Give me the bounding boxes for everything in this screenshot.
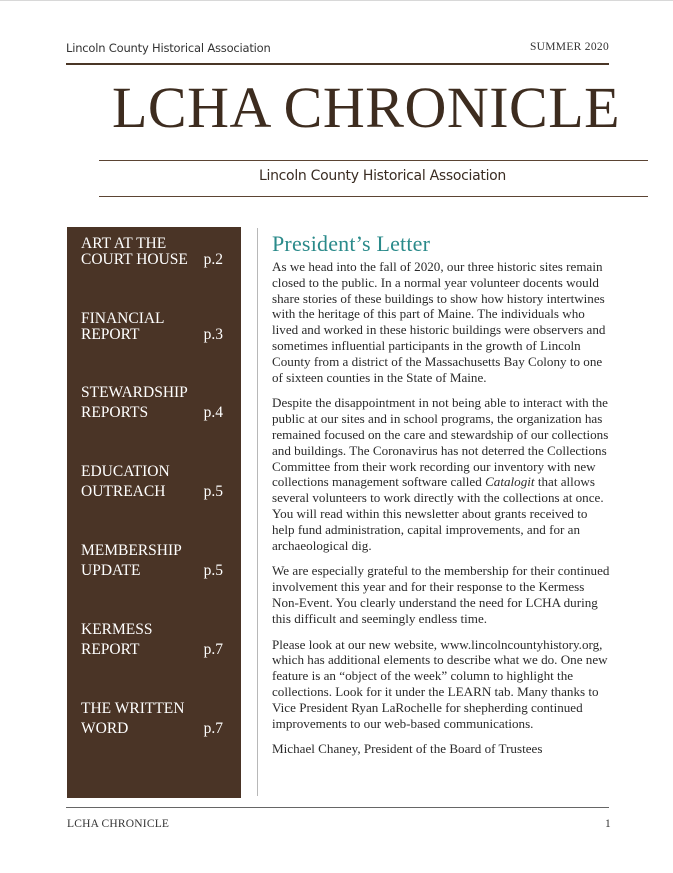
letter-body	[272, 259, 610, 767]
header-org-name: Lincoln County Historical Association	[66, 41, 271, 55]
letter-paragraph-2	[272, 395, 610, 553]
toc-line: ART AT THE	[81, 235, 167, 252]
toc-item-written-word[interactable]	[81, 701, 223, 737]
toc-item-stewardship[interactable]	[81, 385, 223, 421]
toc-line: STEWARDSHIP	[81, 384, 188, 401]
toc-line: REPORTS	[81, 404, 149, 421]
toc-line: MEMBERSHIP	[81, 542, 182, 559]
letter-signature: Michael Chaney, President of the Board of Trustees	[272, 741, 543, 757]
subtitle-rule	[99, 196, 648, 197]
letter-paragraph-4: Please look at our new website, www.lincolncountyhistory.org, which has additional elements to describe what we do. One new feature is an “object of the week” column to highlight the collections. Look for it under the LEARN tab. Many thanks to Vice President Ryan LaRochelle for shepherding continued improvements to our web-based communications.	[272, 636, 608, 731]
toc-line: THE WRITTEN	[81, 700, 185, 717]
toc-page: p.2	[203, 251, 223, 268]
toc-item-financial[interactable]	[81, 311, 223, 343]
toc-line: OUTREACH	[81, 483, 166, 500]
letter-paragraph-1: As we head into the fall of 2020, our three historic sites remain closed to the public. In a normal year volunteer docents would share stories of these buildings to show how history intertwines with the heritage of this part of Maine. The individuals who lived and worked in these historic buildings were observers and sometimes influential participants in the growth of Lincoln County from a district of the Massachusetts Bay Colony to one of sixteen counties in the State of Maine.	[272, 259, 606, 385]
page-top-border	[0, 0, 673, 1]
header-rule	[66, 63, 609, 65]
footer-title: LCHA CHRONICLE	[67, 818, 170, 830]
toc-line: WORD	[81, 720, 129, 737]
toc-line: COURT HOUSE	[81, 251, 188, 268]
toc-item-kermess[interactable]	[81, 622, 223, 658]
toc-line: EDUCATION	[81, 463, 170, 480]
footer-rule	[66, 807, 609, 808]
letter-heading: President’s Letter	[272, 231, 431, 256]
letter-text: that allows several volunteers to work directly with the collections at once. You will read within this newsletter about grants received to help fund administration, capital improvements, and for an archaeological dig.	[272, 474, 604, 553]
toc-line: REPORT	[81, 326, 140, 343]
masthead-rule	[99, 160, 648, 161]
toc-page: p.3	[203, 326, 223, 343]
toc-page: p.7	[203, 641, 223, 658]
toc-line: REPORT	[81, 641, 140, 658]
toc-page: p.4	[203, 404, 223, 421]
software-name: Catalogit	[485, 474, 535, 490]
masthead-title: LCHA CHRONICLE	[112, 75, 621, 140]
toc-item-membership[interactable]	[81, 543, 223, 579]
toc-line: UPDATE	[81, 562, 141, 579]
masthead-subtitle: Lincoln County Historical Association	[259, 168, 506, 184]
header-issue: SUMMER 2020	[529, 41, 609, 53]
toc-page: p.7	[203, 720, 223, 737]
toc-page: p.5	[203, 483, 223, 500]
toc-line: FINANCIAL	[81, 310, 165, 327]
table-of-contents	[67, 227, 241, 798]
toc-item-education[interactable]	[81, 464, 223, 500]
letter-paragraph-3: We are especially grateful to the membership for their continued involvement this year and for their response to the Kermess Non-Event. You clearly understand the need for LCHA during this difficult and seemingly endless time.	[272, 563, 610, 626]
toc-item-art[interactable]	[81, 236, 223, 268]
toc-page: p.5	[203, 562, 223, 579]
page-number: 1	[605, 818, 611, 830]
letter-text: Despite the disappointment in not being able to interact with the public at our sites and in school programs, the organization has remained focused on the care and stewardship of our collections and buildings. The Coronavirus has not deterred the Collections Committee from their work recording our inventory with new collections management software called	[272, 395, 609, 490]
toc-line: KERMESS	[81, 621, 153, 638]
column-divider	[257, 228, 258, 796]
